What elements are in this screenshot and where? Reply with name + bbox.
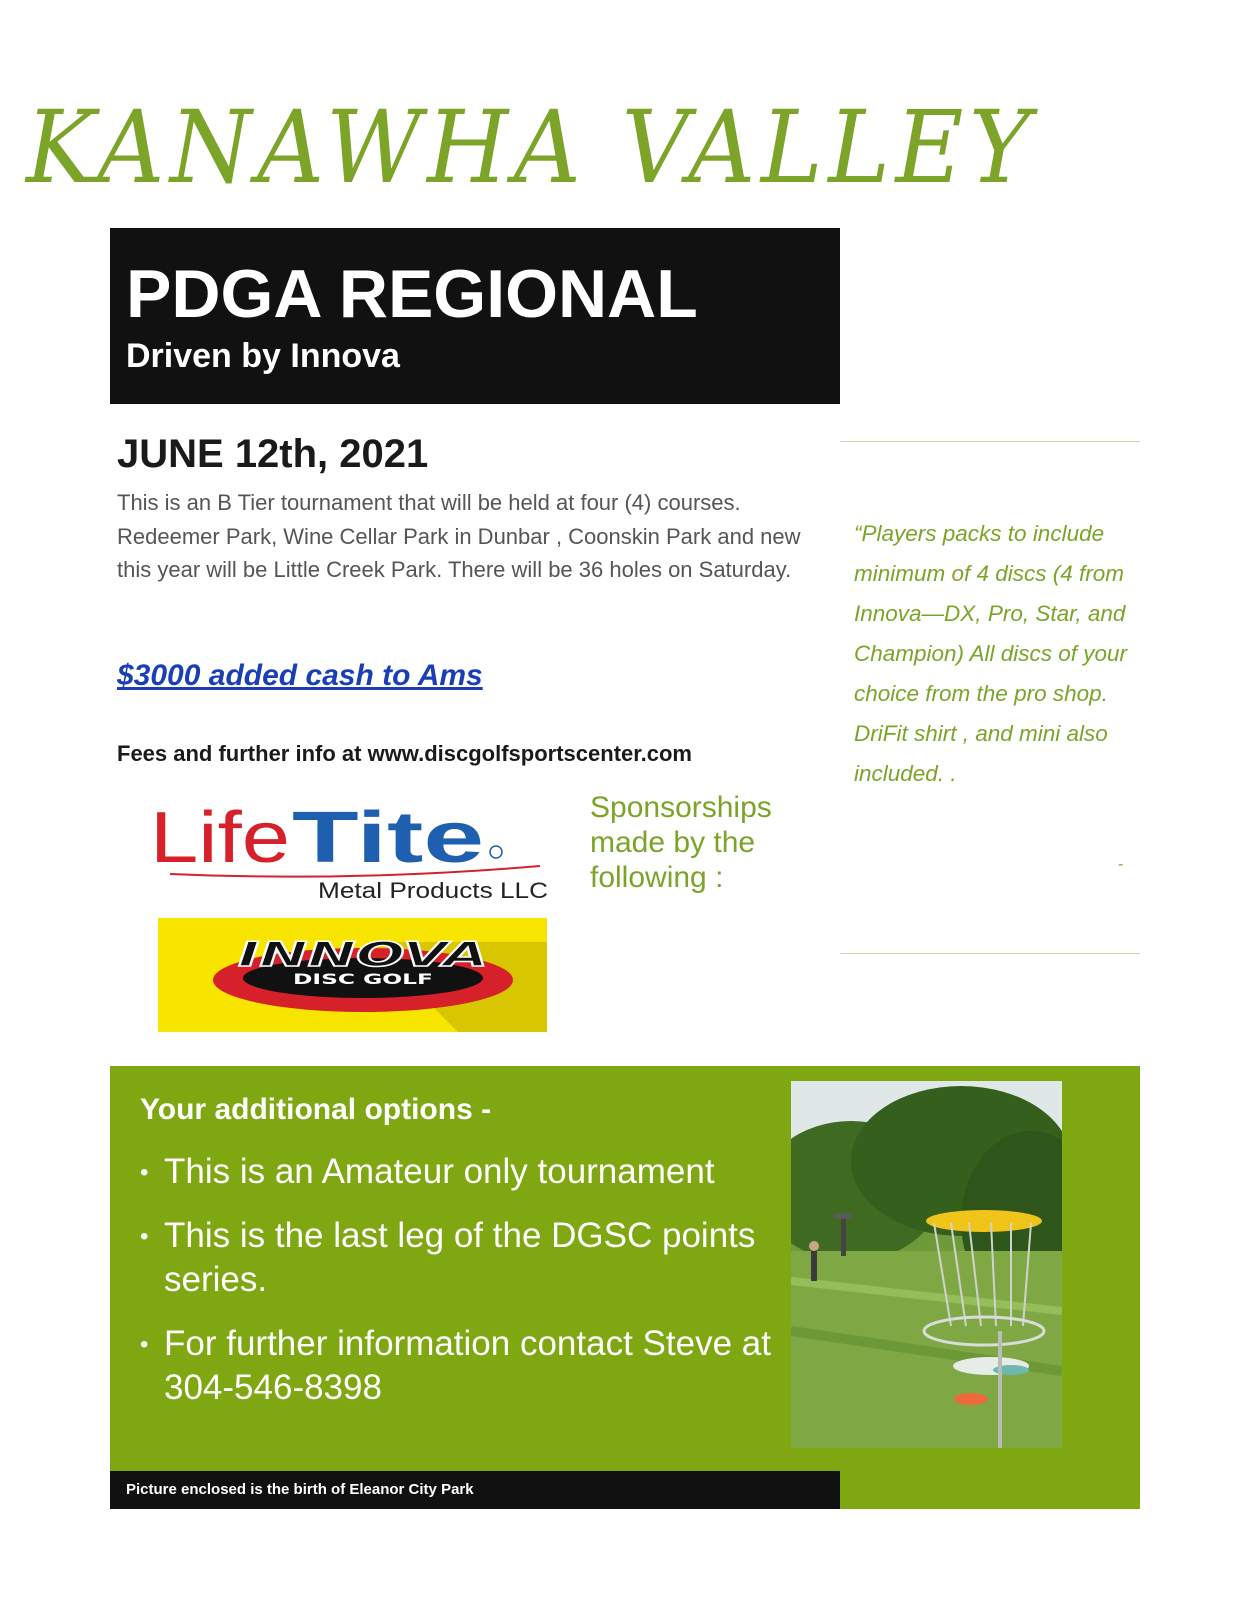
- sponsorships-text: Sponsorships made by the following :: [590, 791, 772, 894]
- lifetite-word-life: Life: [150, 800, 290, 878]
- photo-caption: Picture enclosed is the birth of Eleanor City Park: [126, 1481, 474, 1498]
- page-title: PDGA REGIONAL: [126, 256, 698, 332]
- lifetite-subtitle: Metal Products LLC: [318, 878, 549, 903]
- added-cash-link[interactable]: $3000 added cash to Ams: [117, 659, 483, 692]
- caption-bar: [110, 1471, 840, 1509]
- options-list: [140, 1150, 780, 1430]
- fees-info: Fees and further info at www.discgolfsportscenter.com: [117, 741, 692, 766]
- list-item: [140, 1322, 780, 1410]
- registered-mark-icon: [490, 846, 502, 858]
- innova-logo: [158, 918, 547, 1032]
- sidebar-bottom-divider: [840, 953, 1140, 954]
- bullet-icon: •: [140, 1331, 149, 1358]
- headline: KANAWHA VALLEY: [26, 89, 1036, 206]
- sidebar-dash: -: [1118, 856, 1124, 873]
- options-panel: [110, 1066, 1140, 1509]
- innova-brand-text: INNOVA: [238, 935, 488, 975]
- sidebar-top-divider: [840, 441, 1140, 442]
- event-description: This is an B Tier tournament that will be held at four (4) courses. Redeemer Park, Wine Cellar Park in Dunbar , Coonskin Park and new this year will be Little Creek Park. There will be 36 holes on Saturday.: [117, 490, 801, 582]
- title-banner: [110, 228, 840, 404]
- disc-golf-basket-photo: [791, 1081, 1062, 1448]
- lifetite-word-tite: Tite: [292, 800, 484, 878]
- option-text: This is an Amateur only tournament: [164, 1152, 715, 1191]
- innova-disc-mark: [158, 918, 547, 1032]
- page-subtitle: Driven by Innova: [126, 337, 400, 375]
- options-title: Your additional options -: [140, 1093, 492, 1126]
- event-date: JUNE 12th, 2021: [117, 432, 429, 476]
- innova-sub-text: DISC GOLF: [293, 972, 433, 988]
- option-text: This is the last leg of the DGSC points series.: [164, 1216, 756, 1299]
- list-item: [140, 1214, 780, 1302]
- list-item: [140, 1150, 780, 1194]
- option-text: For further information contact Steve at 304-546-8398: [164, 1324, 771, 1407]
- bullet-icon: •: [140, 1159, 149, 1186]
- bullet-icon: •: [140, 1223, 149, 1250]
- players-pack-quote: “Players packs to include minimum of 4 discs (4 from Innova—DX, Pro, Star, and Champion) All discs of your choice from the pro shop. DriFit shirt , and mini also included. .: [854, 521, 1128, 786]
- lifetite-logo: [150, 800, 570, 910]
